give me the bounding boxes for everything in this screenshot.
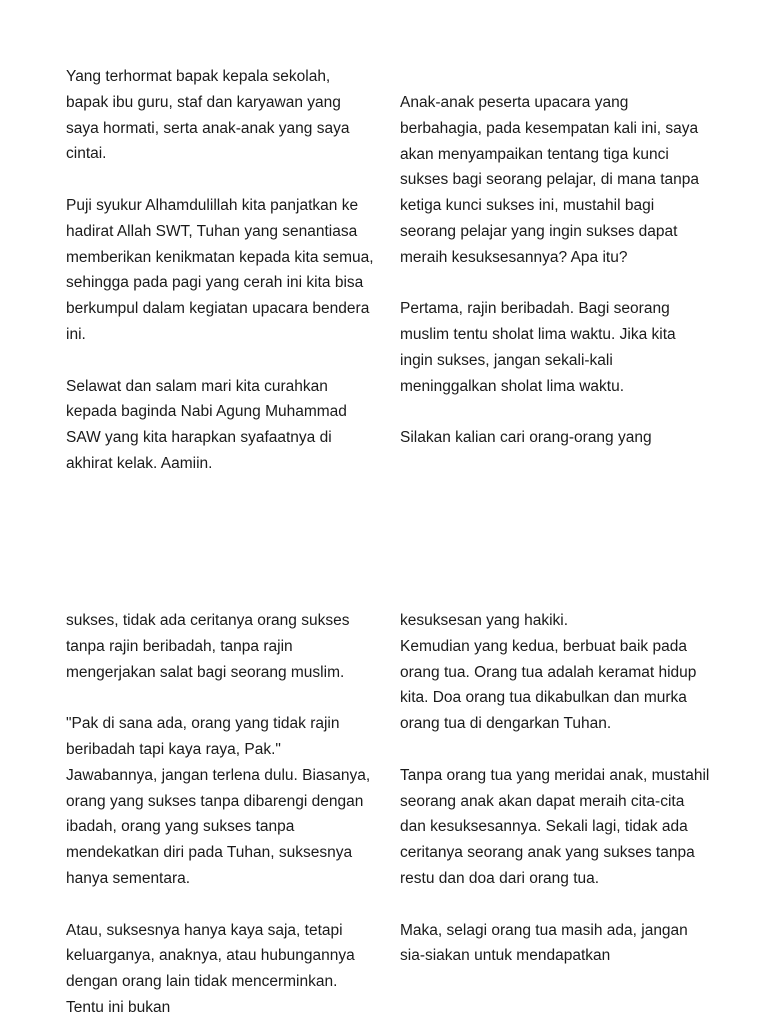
text-column-top-left — [66, 64, 376, 477]
paragraph-true-success: kesuksesan yang hakiki. — [400, 612, 569, 629]
paragraph-continuation: sukses, tidak ada ceritanya orang sukses tanpa rajin beribadah, tanpa rajin mengerjakan salat bagi seorang muslim. — [66, 612, 350, 681]
paragraph-salawat: Selawat dan salam mari kita curahkan kepada baginda Nabi Agung Muhammad SAW yang kita harapkan syafaatnya di akhirat kelak. Aamiin. — [66, 377, 347, 472]
paragraph-second-key: Kemudian yang kedua, berbuat baik pada orang tua. Orang tua adalah keramat hidup kita. Doa orang tua dikabulkan dan murka orang tua di dengarkan Tuhan. — [400, 637, 697, 733]
text-column-bottom-right — [400, 608, 710, 969]
text-column-bottom-left — [66, 608, 376, 1021]
paragraph-continued: Silakan kalian cari orang-orang yang — [400, 429, 652, 447]
paragraph-gratitude: Puji syukur Alhamdulillah kita panjatkan ke hadirat Allah SWT, Tuhan yang senantiasa memberikan kenikmatan kepada kita semua, sehingga pada pagi yang cerah ini kita bisa berkumpul dalam kegiatan upacara bendera ini. — [66, 196, 374, 343]
paragraph-quote: "Pak di sana ada, orang yang tidak rajin beribadah tapi kaya raya, Pak." Jawabannya, jangan terlena dulu. Biasanya, orang yang sukses tanpa dibarengi dengan ibadah, orang yang sukses tanpa mendekatkan diri pada Tuhan, suksesnya hanya sementara. — [66, 715, 371, 887]
paragraph-closing: Maka, selagi orang tua masih ada, jangan sia-siakan untuk mendapatkan — [400, 921, 688, 965]
paragraph-greeting: Yang terhormat bapak kepala sekolah, bapak ibu guru, staf dan karyawan yang saya hormati, serta anak-anak yang saya cintai. — [66, 68, 350, 163]
text-column-top-right — [400, 90, 710, 451]
paragraph-three-keys: Anak-anak peserta upacara yang berbahagia, pada kesempatan kali ini, saya akan menyampaikan tentang tiga kunci sukses bagi seorang pelajar, di mana tanpa ketiga kunci sukses ini, mustahil bagi seorang pelajar yang ingin sukses dapat meraih kesuksesannya? Apa itu? — [400, 94, 700, 266]
paragraph-parents-blessing: Tanpa orang tua yang meridai anak, mustahil seorang anak akan dapat meraih cita-cita dan kesuksesannya. Sekali lagi, tidak ada ceritanya seorang anak yang sukses tanpa restu dan doa dari orang tua. — [400, 766, 710, 887]
paragraph-wealth: Atau, suksesnya hanya kaya saja, tetapi keluarganya, anaknya, atau hubungannya dengan orang lain tidak mencerminkan. Tentu ini bukan — [66, 921, 355, 1016]
paragraph-first-key: Pertama, rajin beribadah. Bagi seorang muslim tentu sholat lima waktu. Jika kita ingin sukses, jangan sekali-kali meninggalkan sholat lima waktu. — [400, 300, 676, 395]
